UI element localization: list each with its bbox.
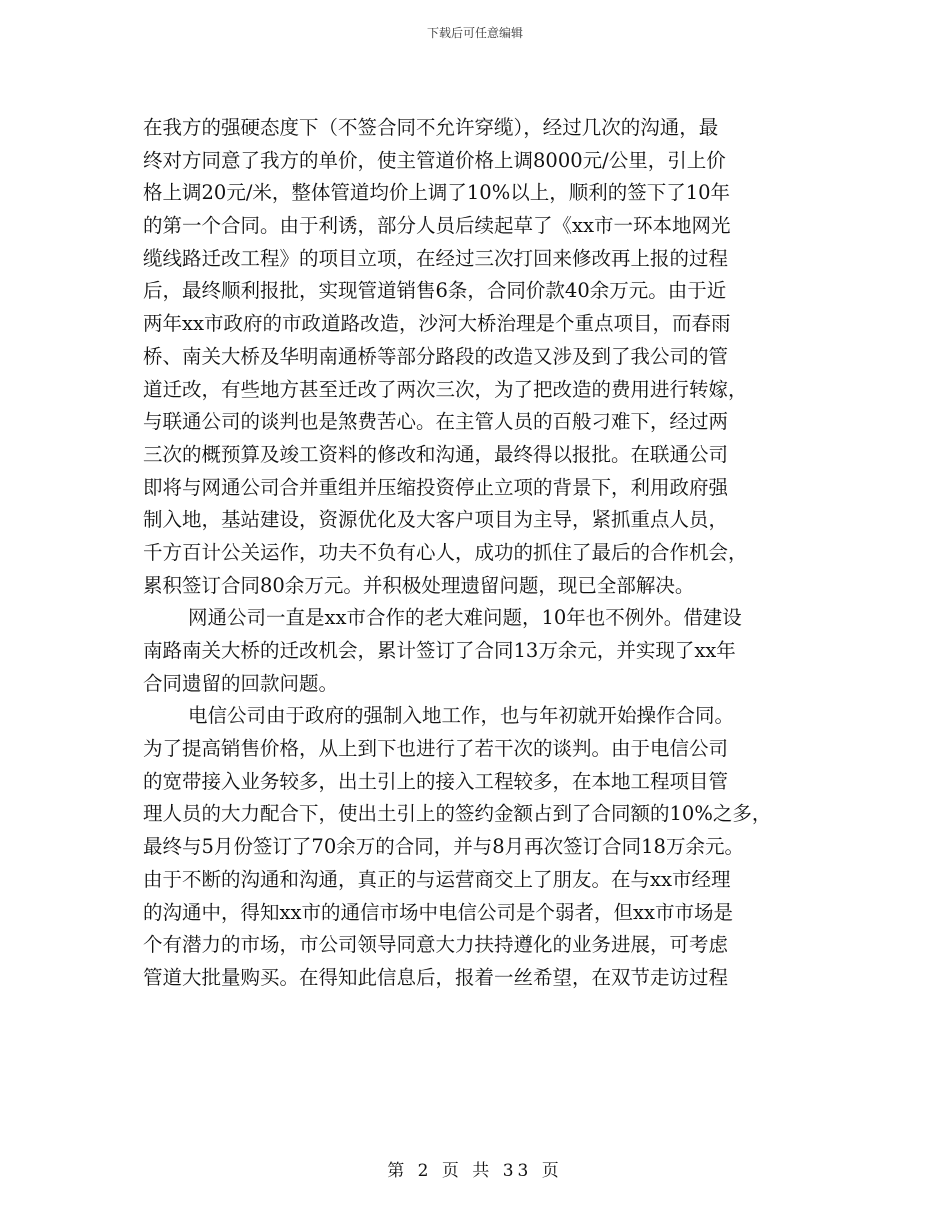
text-line: 最终与5月份签订了70余万的合同，并与8月再次签订合同18万余元。: [143, 835, 744, 859]
paragraph-start-line: 网通公司一直是xx市合作的老大难问题，10年也不例外。借建设: [188, 606, 742, 630]
text-line: 格上调20元/米，整体管道均价上调了10%以上，顺利的签下了10年: [143, 181, 731, 205]
text-line: 管道大批量购买。在得知此信息后，报着一丝希望，在双节走访过程: [143, 965, 729, 989]
text-line: 制入地，基站建设，资源优化及大客户项目为主导，紧抓重点人员，: [143, 508, 729, 532]
text-line: 由于不断的沟通和沟通，真正的与运营商交上了朋友。在与xx市经理: [143, 867, 731, 891]
text-line: 理人员的大力配合下，使出土引上的签约金额占到了合同额的10%之多，: [143, 802, 772, 826]
text-line: 累积签订合同80余万元。并积极处理遗留问题，现已全部解决。: [143, 573, 695, 597]
text-line: 后，最终顺利报批，实现管道销售6条，合同价款40余万元。由于近: [143, 279, 727, 303]
text-line: 与联通公司的谈判也是煞费苦心。在主管人员的百般刁难下，经过两: [143, 410, 729, 434]
text-line: 的宽带接入业务较多，出土引上的接入工程较多，在本地工程项目管: [143, 769, 729, 793]
text-line: 道迁改，有些地方甚至迁改了两次三次，为了把改造的费用进行转嫁，: [143, 377, 748, 401]
text-line: 即将与网通公司合并重组并压缩投资停止立项的背景下，利用政府强: [143, 475, 729, 499]
text-line: 为了提高销售价格，从上到下也进行了若干次的谈判。由于电信公司: [143, 737, 729, 761]
text-line: 的第一个合同。由于利诱，部分人员后续起草了《xx市一环本地网光: [143, 214, 731, 238]
page-number: 第 2 页 共 33 页: [387, 1161, 563, 1181]
text-line: 千方百计公关运作，功夫不负有心人，成功的抓住了最后的合作机会，: [143, 540, 748, 564]
text-line: 个有潜力的市场，市公司领导同意大力扶持遵化的业务进展，可考虑: [143, 933, 729, 957]
text-line: 合同遗留的回款问题。: [143, 671, 339, 695]
text-line: 的沟通中，得知xx市的通信市场中电信公司是个弱者，但xx市市场是: [143, 900, 733, 924]
page-header: 下载后可任意编辑: [426, 26, 523, 40]
text-line: 三次的概预算及竣工资料的修改和沟通，最终得以报批。在联通公司: [143, 442, 729, 466]
paragraph-start-line: 电信公司由于政府的强制入地工作，也与年初就开始操作合同。: [188, 704, 735, 728]
text-line: 终对方同意了我方的单价，使主管道价格上调8000元/公里，引上价: [143, 148, 726, 172]
text-line: 两年xx市政府的市政道路改造，沙河大桥治理是个重点项目，而春雨: [143, 312, 731, 336]
document-body: [143, 112, 823, 995]
text-line: 缆线路迁改工程》的项目立项，在经过三次打回来修改再上报的过程: [143, 246, 729, 270]
text-line: 桥、南关大桥及华明南通桥等部分路段的改造又涉及到了我公司的管: [143, 344, 729, 368]
text-line: 南路南关大桥的迁改机会，累计签订了合同13万余元，并实现了xx年: [143, 639, 736, 662]
text-line: 在我方的强硬态度下（不签合同不允许穿缆），经过几次的沟通，最: [143, 116, 719, 139]
